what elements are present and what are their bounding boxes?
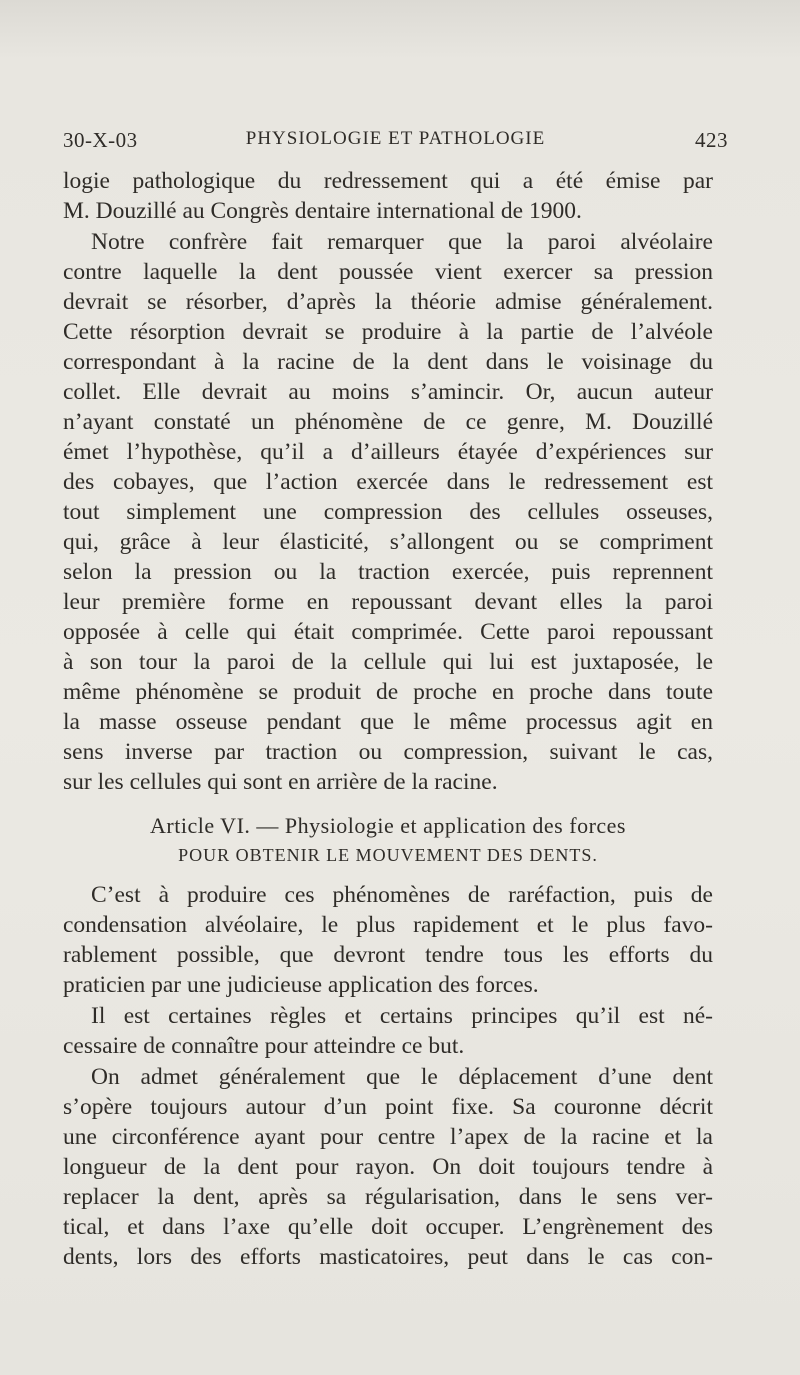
text-line: Notre confrère fait remarquer que la paroi alvéolaire bbox=[91, 229, 713, 255]
text-line: la masse osseuse pendant que le même processus agit en bbox=[63, 709, 713, 735]
text-line: sens inverse par traction ou compression, suivant le cas, bbox=[63, 739, 713, 765]
text-line: une circonférence ayant pour centre l’apex de la racine et la bbox=[63, 1124, 713, 1150]
text-line: tout simplement une compression des cellules osseuses, bbox=[63, 499, 713, 525]
text-line: dents, lors des efforts masticatoires, peut dans le cas con- bbox=[63, 1244, 713, 1270]
running-head bbox=[63, 128, 728, 158]
text-line: sur les cellules qui sont en arrière de la racine. bbox=[63, 769, 498, 795]
text-line: C’est à produire ces phénomènes de raréfaction, puis de bbox=[91, 882, 713, 908]
text-line: à son tour la paroi de la cellule qui lui est juxtaposée, le bbox=[63, 649, 713, 675]
text-line: contre laquelle la dent poussée vient exercer sa pression bbox=[63, 259, 713, 285]
text-line: des cobayes, que l’action exercée dans le redressement est bbox=[63, 469, 713, 495]
text-line: praticien par une judicieuse application des forces. bbox=[63, 972, 539, 998]
text-line: même phénomène se produit de proche en proche dans toute bbox=[63, 679, 713, 705]
text-line: correspondant à la racine de la dent dans le voisinage du bbox=[63, 349, 713, 375]
text-line: émet l’hypothèse, qu’il a d’ailleurs étayée d’expériences sur bbox=[63, 439, 713, 465]
text-line: Il est certaines règles et certains principes qu’il est né- bbox=[91, 1003, 713, 1029]
text-line: replacer la dent, après sa régularisation, dans le sens ver- bbox=[63, 1184, 713, 1210]
running-head-title: PHYSIOLOGIE ET PATHOLOGIE bbox=[245, 128, 546, 149]
text-line: s’opère toujours autour d’un point fixe. Sa couronne décrit bbox=[63, 1094, 713, 1120]
text-line: devrait se résorber, d’après la théorie admise généralement. bbox=[63, 289, 713, 315]
text-line: rablement possible, que devront tendre tous les efforts du bbox=[63, 942, 713, 968]
text-line: tical, et dans l’axe qu’elle doit occuper. L’engrènement des bbox=[63, 1214, 713, 1240]
text-line: selon la pression ou la traction exercée, puis reprennent bbox=[63, 559, 713, 585]
text-line: On admet généralement que le déplacement d’une dent bbox=[91, 1064, 713, 1090]
running-head-date: 30-X-03 bbox=[63, 128, 138, 152]
text-line: n’ayant constaté un phénomène de ce genre, M. Douzillé bbox=[63, 409, 713, 435]
text-line: cessaire de connaître pour atteindre ce but. bbox=[63, 1033, 465, 1059]
text-line: M. Douzillé au Congrès dentaire international de 1900. bbox=[63, 198, 582, 224]
text-line: logie pathologique du redressement qui a été émise par bbox=[63, 168, 713, 194]
article-heading: Article VI. — Physiologie et application des forces bbox=[150, 813, 626, 838]
text-line: collet. Elle devrait au moins s’amincir. Or, aucun auteur bbox=[63, 379, 713, 405]
text-line: condensation alvéolaire, le plus rapidement et le plus favo- bbox=[63, 912, 713, 938]
text-line: opposée à celle qui était comprimée. Cette paroi repoussant bbox=[63, 619, 713, 645]
text-line: qui, grâce à leur élasticité, s’allongent ou se compriment bbox=[63, 529, 713, 555]
text-line: Cette résorption devrait se produire à la partie de l’alvéole bbox=[63, 319, 713, 345]
article-heading-subtitle: POUR OBTENIR LE MOUVEMENT DES DENTS. bbox=[178, 845, 598, 865]
page-number: 423 bbox=[695, 128, 728, 152]
text-line: longueur de la dent pour rayon. On doit toujours tendre à bbox=[63, 1154, 713, 1180]
text-line: leur première forme en repoussant devant elles la paroi bbox=[63, 589, 713, 615]
